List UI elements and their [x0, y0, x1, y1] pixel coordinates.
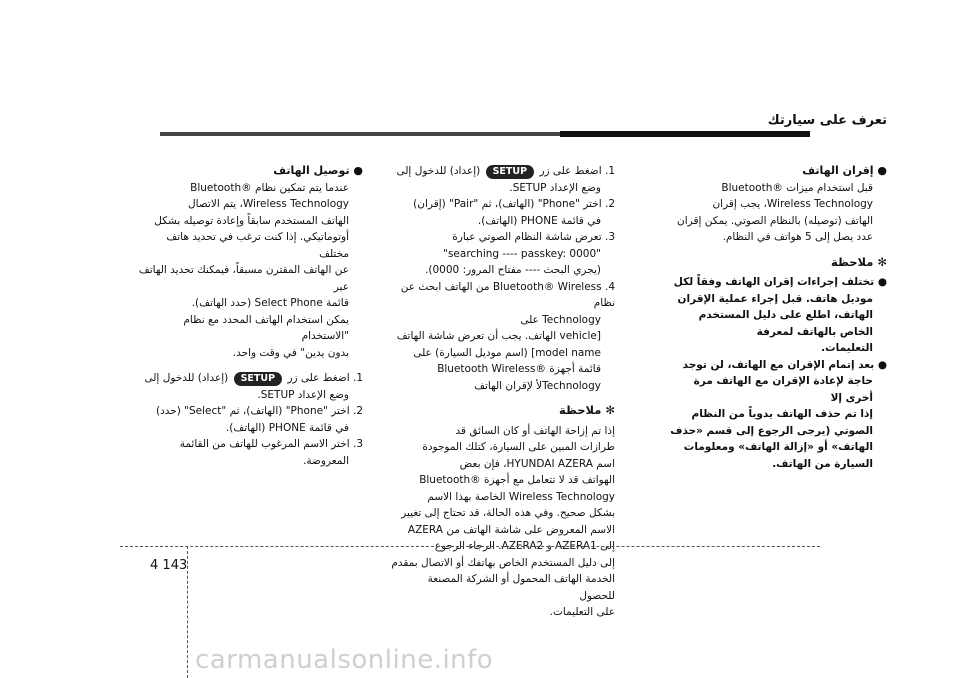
paragraph-line: Wireless Technology، يجب إقران	[712, 198, 873, 210]
step-2: 2. اختر "Phone" (الهاتف)، ثم "Select" (حدد)	[155, 405, 363, 417]
step-line: Technologyلأ لإقران الهاتف	[474, 379, 601, 392]
step-1: 1. اضغط على زر SETUP (إعداد) للدخول إلى	[144, 372, 363, 384]
note-line: حاجة لإعادة الإقران مع الهاتف مرة أخرى إلا	[693, 375, 873, 404]
paragraph-line: الهاتف (توصيله) بالنظام الصوتي. يمكن إقران	[677, 214, 873, 227]
step-2: 2. اختر "Phone" (الهاتف)، ثم "Pair" (إقران)	[413, 198, 615, 210]
paragraph-line: بدون يدين" في وقت واحد.	[232, 346, 349, 359]
note-line: إذا تم حذف الهاتف يدوياً من النظام	[691, 408, 873, 420]
paragraph-line: أوتوماتيكي. إذا كنت ترغب في تحديد هاتف مختلف	[166, 231, 349, 260]
note-line: طرازات المبين على السيارة، كتلك الموجودة	[422, 441, 615, 453]
step-line: "searching ---- passkey: 0000"	[443, 247, 601, 260]
step-3: 3. اختر الاسم المرغوب للهاتف من القائمة	[179, 438, 363, 450]
spacer	[138, 361, 363, 370]
note-line: الصوتي (يرجى الرجوع إلى قسم «حذف	[670, 424, 873, 437]
step-4: 4. Bluetooth® Wireless من الهاتف ابحث عن نظام	[400, 280, 615, 309]
note-heading: ✻ ملاحظة	[559, 403, 615, 417]
step-line: وضع الإعداد SETUP.	[257, 388, 349, 401]
step-line: (يجري البحث ---- مفتاح المرور: 0000).	[425, 264, 601, 276]
note-line: الهاتف، اطلع على دليل المستخدم الخاص بالهاتف لمعرفة	[698, 309, 873, 338]
step-1: 1. اضغط على زر SETUP (إعداد) للدخول إلى	[396, 165, 615, 177]
note-line: الهواتف قد لا تتعامل مع أجهزة ®Bluetooth	[419, 474, 615, 486]
paragraph-line: عدد يصل إلى 5 هواتف في النظام.	[722, 231, 873, 243]
note-line: إلى AZERA1 و AZERA2. الرجاء الرجوع	[434, 540, 615, 552]
step-line: المعروضة.	[303, 454, 349, 467]
column-left	[138, 163, 363, 469]
section-heading-connecting: ● توصيل الهاتف	[273, 164, 363, 177]
setup-button-icon: SETUP	[234, 372, 283, 386]
footer-rule	[120, 546, 820, 547]
note-line: بشكل صحيح. وفي هذه الحالة، قد تحتاج إلى تغيير	[401, 507, 615, 519]
note-line: ● تختلف إجراءات إقران الهاتف وفقاً لكل	[673, 276, 887, 288]
paragraph-line: عندما يتم تمكين نظام ®Bluetooth	[190, 181, 349, 194]
step-line: قائمة أجهزة ®Bluetooth Wireless	[437, 363, 601, 375]
note-line: إذا تم إزاحة الهاتف أو كان السائق قد	[455, 424, 615, 437]
paragraph-line: قبل استخدام ميزات ®Bluetooth	[721, 181, 873, 194]
step-line: model name] (اسم موديل السيارة) على	[413, 346, 601, 359]
paragraph-line: يمكن استخدام الهاتف المحدد مع نظام "الاستخدام	[183, 313, 349, 342]
column-right	[667, 163, 887, 472]
note-line: الاسم المعروض على شاشة الهاتف من AZERA	[407, 523, 615, 536]
header-rule-accent	[560, 131, 810, 137]
paragraph-line: عن الهاتف المقترن مسبقاً، فيمكنك تحديد الهاتف عبر	[138, 264, 349, 293]
note-line: إلى دليل المستخدم الخاص بهاتفك أو الاتصال بمقدم	[391, 556, 615, 569]
header-title: تعرف على سيارتك	[767, 113, 887, 128]
paragraph-line: Wireless Technology، يتم الاتصال	[188, 198, 349, 210]
watermark: carmanualsonline.info	[195, 645, 494, 675]
page-number: 4 143	[150, 558, 188, 573]
step-line: في قائمة PHONE (الهاتف).	[477, 214, 601, 227]
note-line: الخدمة الهاتف المحمول أو الشركة المصنعة للحصول	[427, 573, 615, 602]
note-line: ● بعد إتمام الإقران مع الهاتف، لن توجد	[682, 358, 887, 371]
note-line: التعليمات.	[821, 342, 873, 354]
step-line: وضع الإعداد SETUP.	[509, 181, 601, 194]
paragraph-line: الهاتف المستخدم سابقاً وإعادة توصيله بشكل	[154, 214, 349, 227]
step-line: [vehicle الهاتف. يجب أن تعرض شاشة الهاتف	[396, 330, 601, 342]
step-line: Technology على	[520, 313, 601, 326]
step-3: 3. تعرض شاشة النظام الصوتي عبارة	[452, 231, 615, 243]
note-line: الهاتف» أو «إزالة الهاتف» ومعلومات	[683, 441, 873, 453]
note-line: Wireless Technology الخاصة بهذا الاسم	[427, 490, 615, 503]
note-line: السيارة من الهاتف.	[772, 457, 873, 470]
note-heading: ✻ ملاحظة	[831, 254, 887, 269]
note-line: موديل هاتف. قبل إجراء عملية الإقران	[677, 292, 873, 305]
note-line: على التعليمات.	[549, 606, 615, 618]
column-middle	[390, 163, 615, 621]
note-line: اسم HYUNDAI AZERA، فإن بعض	[459, 457, 615, 470]
section-heading-pairing: ● إقران الهاتف	[802, 164, 887, 177]
paragraph-line: قائمة Select Phone (حدد الهاتف).	[191, 297, 349, 309]
step-line: في قائمة PHONE (الهاتف).	[225, 421, 349, 434]
setup-button-icon: SETUP	[486, 165, 535, 179]
